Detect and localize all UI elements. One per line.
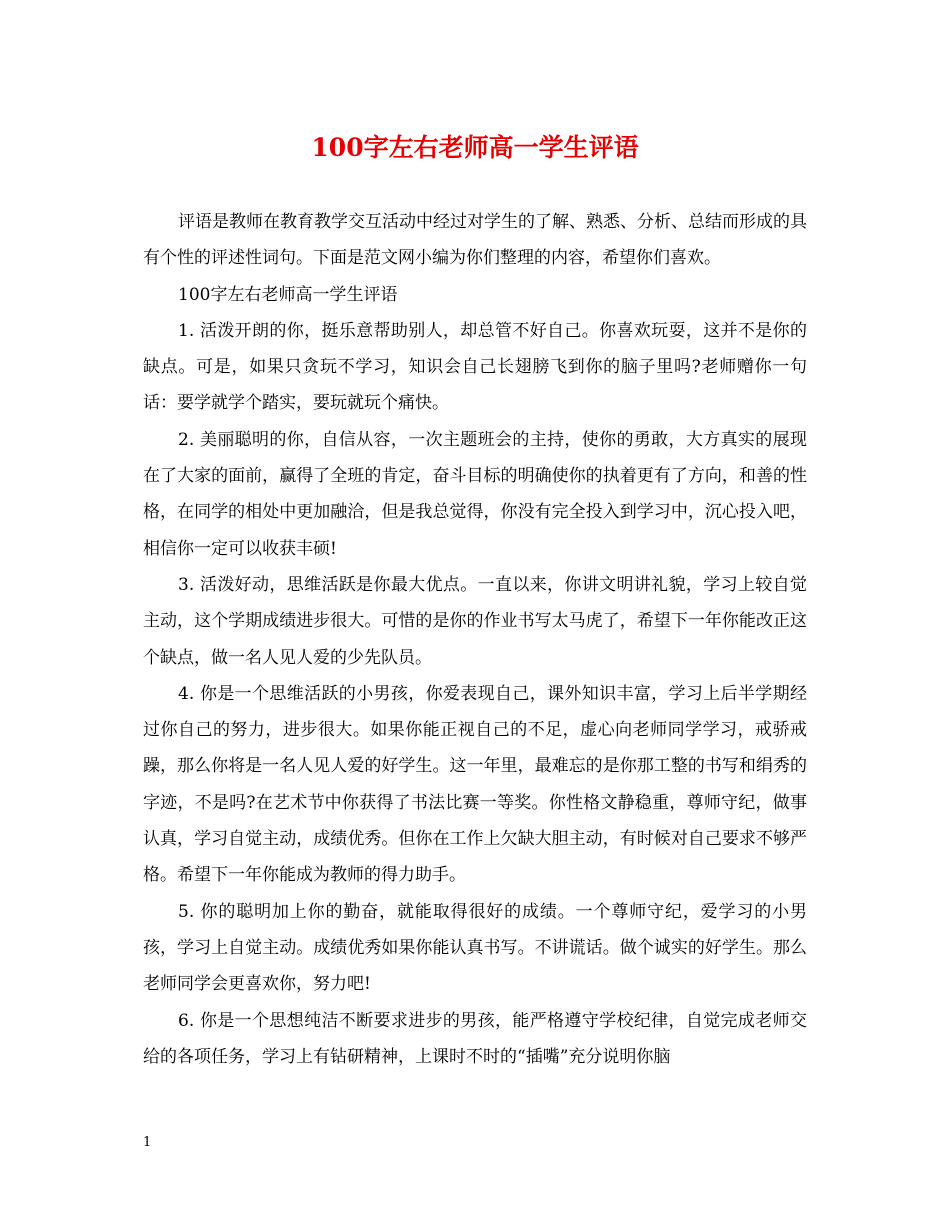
intro-paragraph: 评语是教师在教育教学交互活动中经过对学生的了解、熟悉、分析、总结而形成的具有个性的评述性词句。下面是范文网小编为你们整理的内容，希望你们喜欢。 — [143, 212, 807, 269]
document-body — [143, 204, 807, 1075]
comment-paragraph-5: 5. 你的聪明加上你的勤奋，就能取得很好的成绩。一个尊师守纪，爱学习的小男孩，学习上自觉主动。成绩优秀如果你能认真书写。不讲谎话。做个诚实的好学生。那么老师同学会更喜欢你，努力吧! — [143, 901, 807, 995]
comment-paragraph-2: 2. 美丽聪明的你，自信从容，一次主题班会的主持，使你的勇敢，大方真实的展现在了大家的面前，赢得了全班的肯定，奋斗目标的明确使你的执着更有了方向，和善的性格，在同学的相处中更加融洽，但是我总觉得，你没有完全投入到学习中，沉心投入吧，相信你一定可以收获丰硕! — [143, 429, 807, 559]
comment-paragraph-1: 1. 活泼开朗的你，挺乐意帮助别人，却总管不好自己。你喜欢玩耍，这并不是你的缺点。可是，如果只贪玩不学习，知识会自己长翅膀飞到你的脑子里吗?老师赠你一句话：要学就学个踏实，要玩就玩个痛快。 — [143, 320, 807, 414]
comment-paragraph-3: 3. 活泼好动，思维活跃是你最大优点。一直以来，你讲文明讲礼貌，学习上较自觉主动，这个学期成绩进步很大。可惜的是你的作业书写太马虎了，希望下一年你能改正这个缺点，做一名人见人爱的少先队员。 — [143, 574, 807, 668]
document-title: 100字左右老师高一学生评语 — [311, 133, 639, 162]
subheading-paragraph: 100字左右老师高一学生评语 — [178, 284, 398, 305]
comment-paragraph-6: 6. 你是一个思想纯洁不断要求进步的男孩，能严格遵守学校纪律，自觉完成老师交给的各项任务，学习上有钻研精神，上课时不时的“插嘴”充分说明你脑 — [143, 1010, 807, 1067]
page-number: 1 — [143, 1135, 152, 1150]
comment-paragraph-4: 4. 你是一个思维活跃的小男孩，你爱表现自己，课外知识丰富，学习上后半学期经过你自己的努力，进步很大。如果你能正视自己的不足，虚心向老师同学学习，戒骄戒躁，那么你将是一名人见人爱的好学生。这一年里，最难忘的是你那工整的书写和绢秀的字迹，不是吗?在艺术节中你获得了书法比赛一等奖。你性格文静稳重，尊师守纪，做事认真，学习自觉主动，成绩优秀。但你在工作上欠缺大胆主动，有时候对自己要求不够严格。希望下一年你能成为教师的得力助手。 — [143, 683, 807, 886]
